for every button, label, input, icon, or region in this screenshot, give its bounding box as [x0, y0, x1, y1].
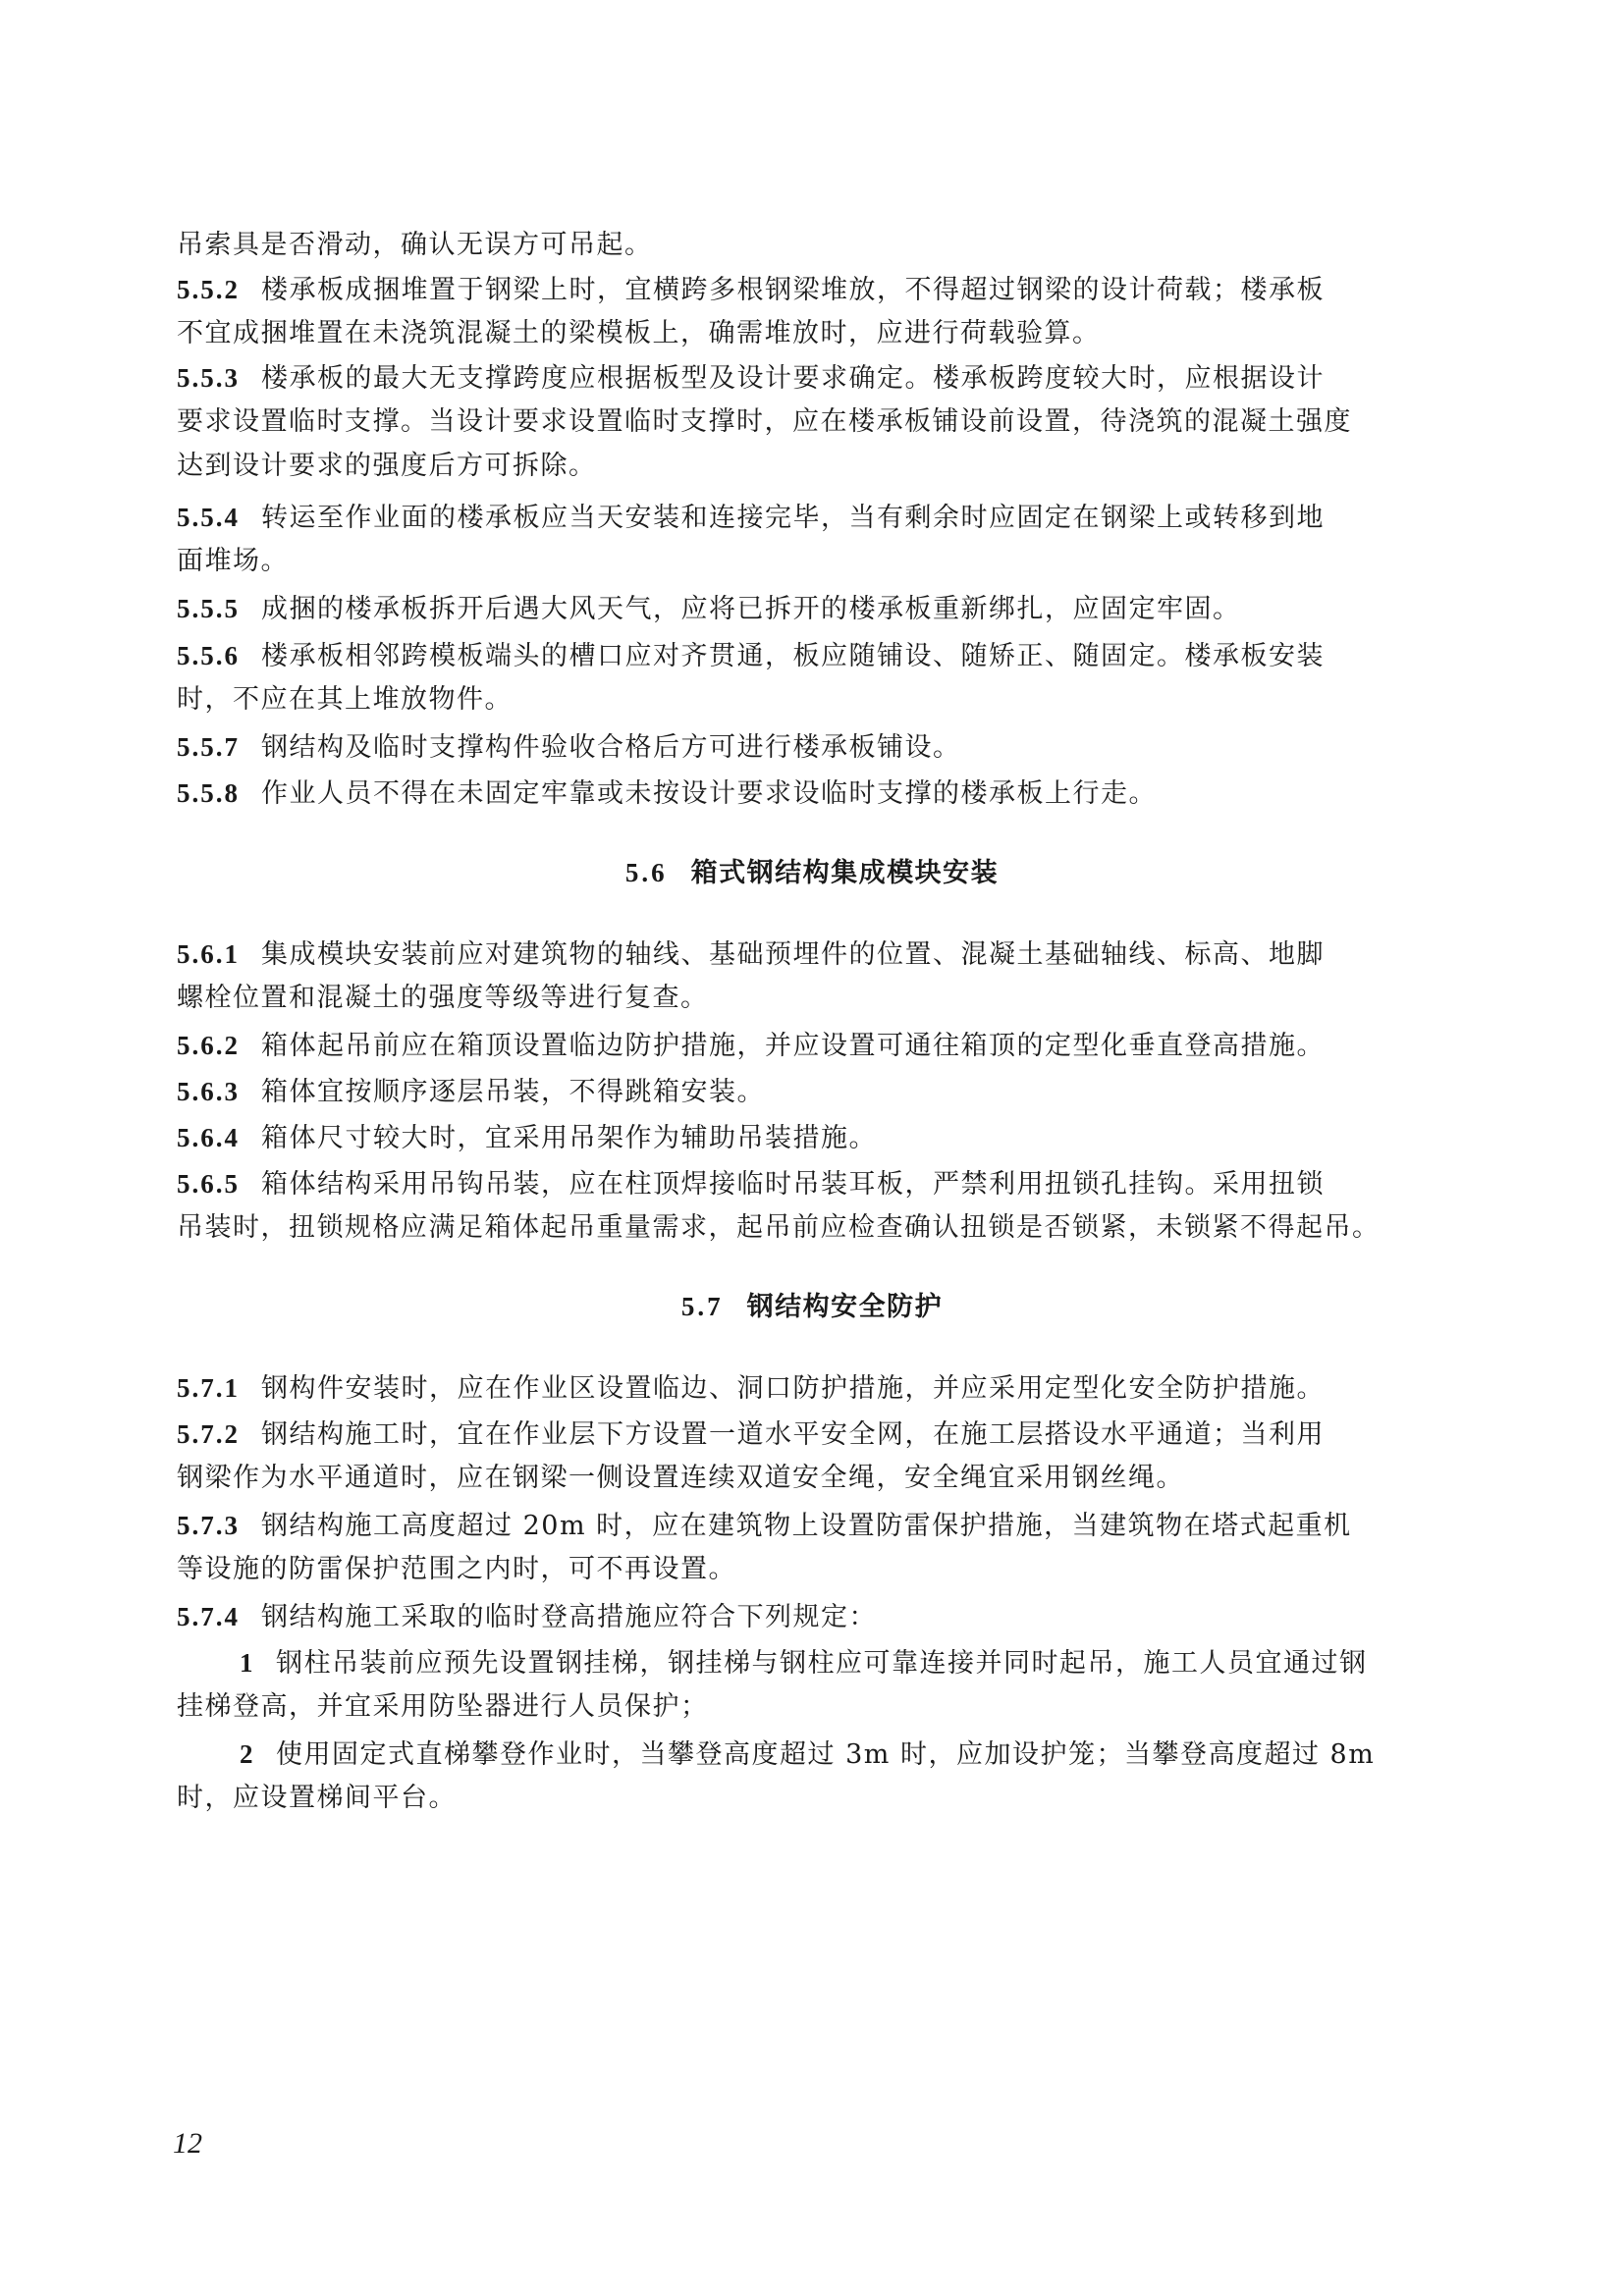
- section-title: 钢结构安全防护: [746, 1292, 944, 1322]
- clause-number: 5.5.4: [177, 503, 240, 532]
- text-line: 时，不应在其上堆放物件。: [177, 684, 513, 715]
- clause-number: 5.7.1: [177, 1373, 240, 1403]
- clause-5-5-2: 5.5.2 楼承板成捆堆置于钢梁上时，宜横跨多根钢梁堆放，不得超过钢梁的设计荷载；楼承板: [177, 275, 1325, 305]
- section-number: 5.7: [680, 1292, 724, 1321]
- text-line: 螺栓位置和混凝土的强度等级等进行复查。: [177, 983, 709, 1013]
- page-number: 12: [173, 2127, 202, 2160]
- clause-number: 5.7.2: [177, 1419, 240, 1449]
- clause-5-5-6: 5.5.6 楼承板相邻跨模板端头的槽口应对齐贯通，板应随铺设、随矫正、随固定。楼承板安装: [177, 641, 1325, 671]
- clause-number: 5.6.5: [177, 1169, 240, 1199]
- clause-number: 5.5.3: [177, 363, 240, 393]
- list-item-1: 1 钢柱吊装前应预先设置钢挂梯，钢挂梯与钢柱应可靠连接并同时起吊，施工人员宜通过钢: [240, 1648, 1368, 1679]
- text-line: 挂梯登高，并宜采用防坠器进行人员保护；: [177, 1691, 709, 1722]
- clause-number: 5.5.8: [177, 778, 240, 808]
- clause-number: 5.6.1: [177, 939, 240, 969]
- clause-5-7-3: 5.7.3 钢结构施工高度超过 20m 时，应在建筑物上设置防雷保护措施，当建筑物在塔式起重机: [177, 1511, 1352, 1541]
- clause-5-7-1: 5.7.1 钢构件安装时，应在作业区设置临边、洞口防护措施，并应采用定型化安全防护措施。: [177, 1373, 1325, 1404]
- text-line: 不宜成捆堆置在未浇筑混凝土的梁模板上，确需堆放时，应进行荷载验算。: [177, 318, 1101, 348]
- clause-5-6-5: 5.6.5 箱体结构采用吊钩吊装，应在柱顶焊接临时吊装耳板，严禁利用扭锁孔挂钩。采用扭锁: [177, 1169, 1325, 1200]
- text-line: 吊索具是否滑动，确认无误方可吊起。: [177, 230, 653, 260]
- clause-5-5-5: 5.5.5 成捆的楼承板拆开后遇大风天气，应将已拆开的楼承板重新绑扎，应固定牢固。: [177, 594, 1241, 624]
- clause-number: 5.5.5: [177, 594, 240, 623]
- clause-5-6-1: 5.6.1 集成模块安装前应对建筑物的轴线、基础预埋件的位置、混凝土基础轴线、标高、地脚: [177, 939, 1325, 970]
- item-number: 1: [240, 1648, 254, 1678]
- clause-5-5-4: 5.5.4 转运至作业面的楼承板应当天安装和连接完毕，当有剩余时应固定在钢梁上或转移到地: [177, 503, 1325, 533]
- clause-number: 5.7.3: [177, 1511, 240, 1540]
- section-number: 5.6: [624, 858, 668, 887]
- clause-number: 5.6.2: [177, 1031, 240, 1060]
- clause-number: 5.6.3: [177, 1077, 240, 1106]
- list-item-2: 2 使用固定式直梯攀登作业时，当攀登高度超过 3m 时，应加设护笼；当攀登高度超过 8m: [240, 1739, 1376, 1770]
- section-title: 箱式钢结构集成模块安装: [690, 858, 1000, 888]
- text-line: 面堆场。: [177, 546, 289, 576]
- text-line: 等设施的防雷保护范围之内时，可不再设置。: [177, 1554, 736, 1584]
- clause-5-5-8: 5.5.8 作业人员不得在未固定牢靠或未按设计要求设临时支撑的楼承板上行走。: [177, 778, 1157, 809]
- text-line: 达到设计要求的强度后方可拆除。: [177, 451, 597, 481]
- clause-5-6-4: 5.6.4 箱体尺寸较大时，宜采用吊架作为辅助吊装措施。: [177, 1123, 877, 1153]
- text-line: 钢梁作为水平通道时，应在钢梁一侧设置连续双道安全绳，安全绳宜采用钢丝绳。: [177, 1463, 1184, 1493]
- clause-5-7-4: 5.7.4 钢结构施工采取的临时登高措施应符合下列规定：: [177, 1602, 877, 1632]
- section-heading-5-6: [0, 855, 1624, 891]
- text-line: 吊装时，扭锁规格应满足箱体起吊重量需求，起吊前应检查确认扭锁是否锁紧，未锁紧不得起吊。: [177, 1212, 1380, 1243]
- clause-5-6-3: 5.6.3 箱体宜按顺序逐层吊装，不得跳箱安装。: [177, 1077, 765, 1107]
- text-line: 要求设置临时支撑。当设计要求设置临时支撑时，应在楼承板铺设前设置，待浇筑的混凝土强度: [177, 406, 1352, 437]
- clause-number: 5.5.6: [177, 641, 240, 670]
- section-heading-5-7: [0, 1289, 1624, 1325]
- clause-5-7-2: 5.7.2 钢结构施工时，宜在作业层下方设置一道水平安全网，在施工层搭设水平通道；当利用: [177, 1419, 1325, 1450]
- clause-5-5-3: 5.5.3 楼承板的最大无支撑跨度应根据板型及设计要求确定。楼承板跨度较大时，应根据设计: [177, 363, 1325, 394]
- clause-5-6-2: 5.6.2 箱体起吊前应在箱顶设置临边防护措施，并应设置可通往箱顶的定型化垂直登高措施。: [177, 1031, 1325, 1061]
- text-line: 时，应设置梯间平台。: [177, 1783, 457, 1813]
- clause-5-5-7: 5.5.7 钢结构及临时支撑构件验收合格后方可进行楼承板铺设。: [177, 732, 961, 763]
- clause-number: 5.7.4: [177, 1602, 240, 1631]
- item-number: 2: [240, 1739, 254, 1769]
- clause-number: 5.6.4: [177, 1123, 240, 1152]
- clause-number: 5.5.7: [177, 732, 240, 762]
- clause-number: 5.5.2: [177, 275, 240, 304]
